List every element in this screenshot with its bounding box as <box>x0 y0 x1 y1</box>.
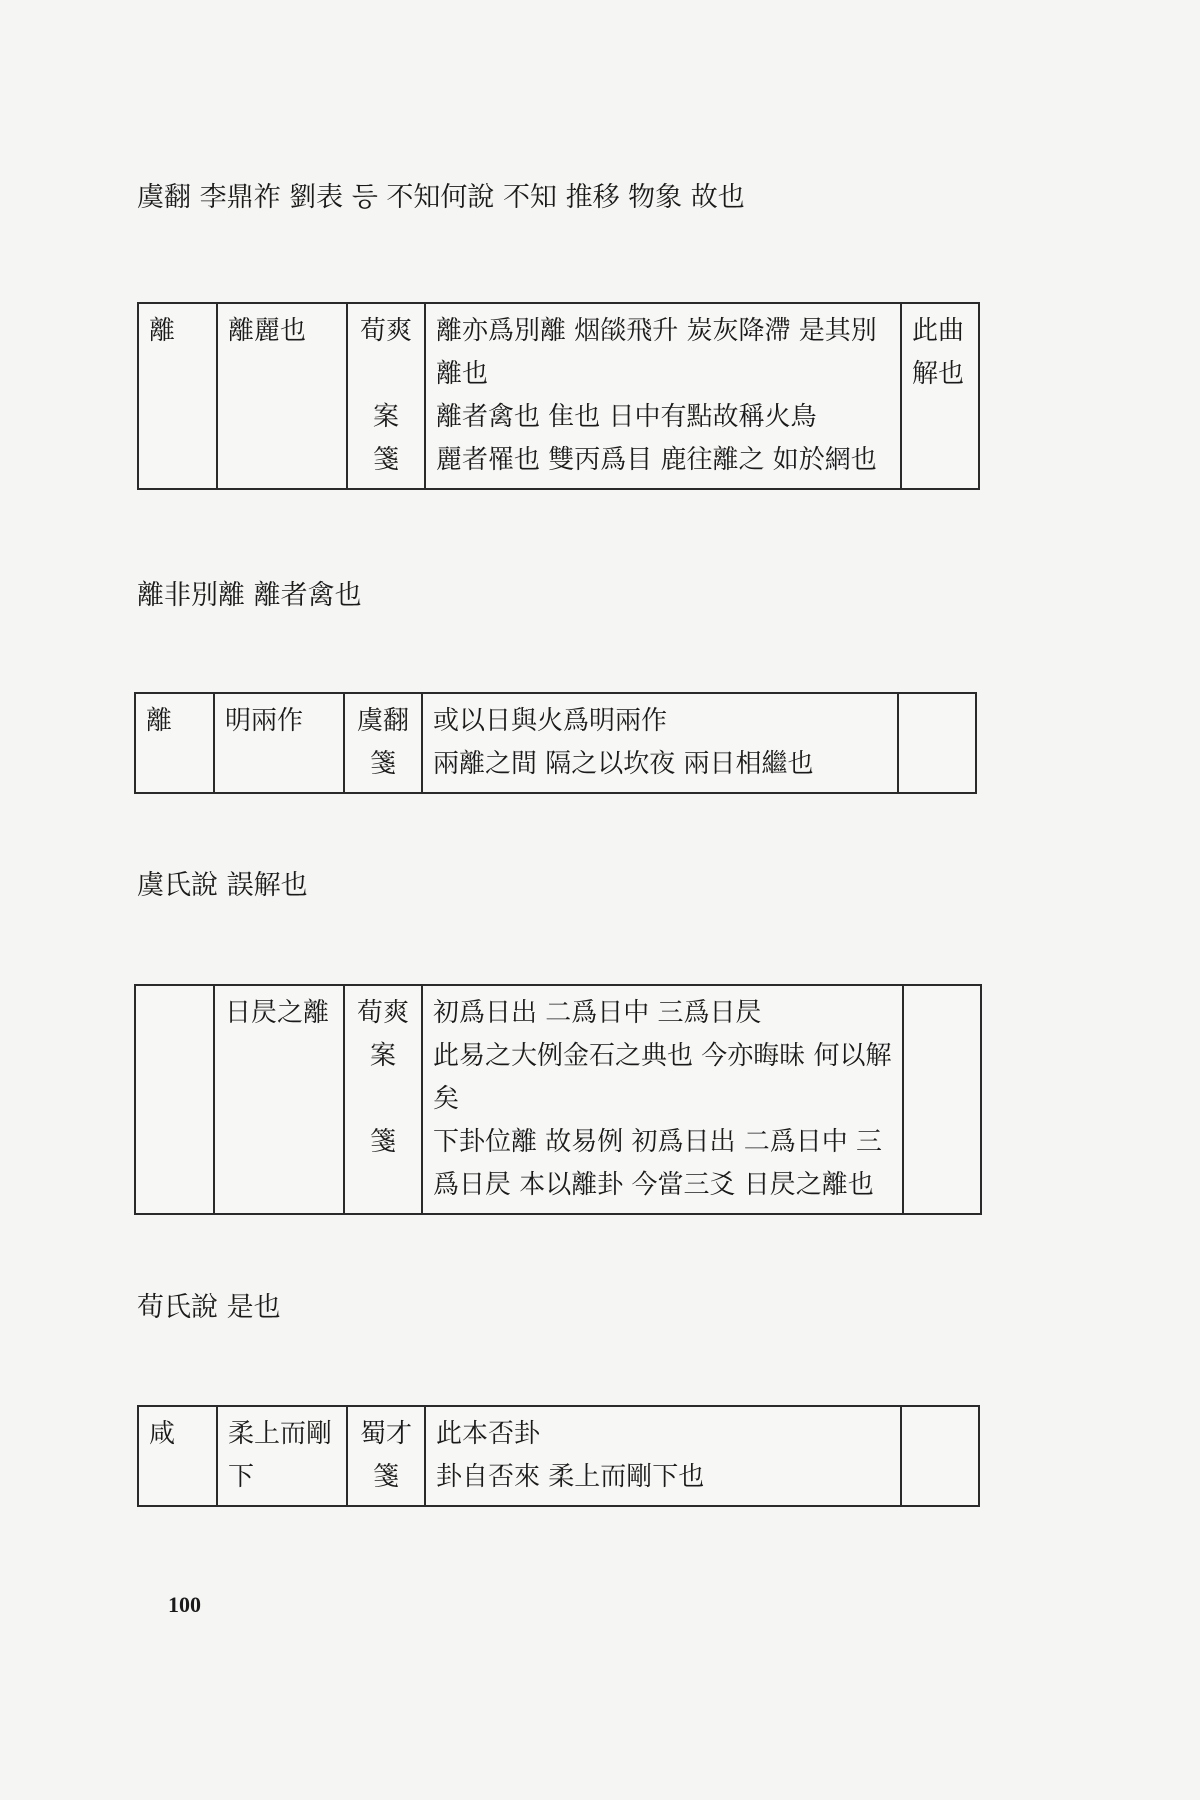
paragraph-2: 離非別離 離者禽也 <box>137 580 362 611</box>
commentary-line: 麗者罹也 雙丙爲目 鹿往離之 如於網也 <box>436 445 877 475</box>
gloss-table-2 <box>134 692 977 794</box>
note-cell <box>898 693 976 793</box>
table-row <box>135 985 981 1214</box>
table-row <box>135 693 976 793</box>
source-line: 荀爽 <box>356 998 409 1028</box>
commentary-cell <box>425 1406 901 1506</box>
gloss-cell <box>217 1406 347 1506</box>
commentary-line: 爲日昃 本以離卦 今當三爻 日昃之離也 <box>433 1170 874 1200</box>
gloss-line: 明兩作 <box>225 706 304 736</box>
gloss-table-1 <box>137 302 980 490</box>
note-cell <box>901 303 979 489</box>
headword-cell <box>135 985 214 1214</box>
source-line: 蜀才 <box>359 1419 412 1449</box>
note-cell <box>903 985 981 1214</box>
commentary-line: 初爲日出 二爲日中 三爲日昃 <box>433 998 762 1028</box>
note-line: 此曲 <box>912 316 965 346</box>
gloss-line: 離麗也 <box>228 316 307 346</box>
commentary-line: 或以日與火爲明兩作 <box>433 706 668 736</box>
source-cell <box>347 1406 425 1506</box>
note-line: 解也 <box>912 359 965 389</box>
commentary-line: 離者禽也 隹也 日中有點故稱火鳥 <box>436 402 817 432</box>
commentary-cell <box>425 303 901 489</box>
source-line: 箋 <box>369 1127 396 1157</box>
commentary-line: 兩離之間 隔之以坎夜 兩日相繼也 <box>433 749 814 779</box>
source-line: 箋 <box>369 749 396 779</box>
headword-cell: 離 <box>138 303 217 489</box>
source-line: 荀爽 <box>359 316 412 346</box>
commentary-line: 此本否卦 <box>436 1419 541 1449</box>
gloss-cell <box>214 693 344 793</box>
paragraph-4: 荀氏說 是也 <box>137 1292 281 1323</box>
table-row <box>138 303 979 489</box>
commentary-line: 下卦位離 故易例 初爲日出 二爲日中 三 <box>433 1127 883 1157</box>
paragraph-1: 虞翻 李鼎祚 劉表 등 不知何說 不知 推移 物象 故也 <box>137 182 745 213</box>
commentary-line: 此易之大例金石之典也 今亦晦昧 何以解 <box>433 1041 892 1071</box>
gloss-line: 下 <box>228 1462 255 1492</box>
source-line <box>355 1164 411 1207</box>
gloss-cell <box>214 985 344 1214</box>
headword-cell: 咸 <box>138 1406 217 1506</box>
commentary-line: 卦自否來 柔上而剛下也 <box>436 1462 705 1492</box>
source-line: 案 <box>369 1041 396 1071</box>
commentary-line: 矣 <box>433 1084 460 1114</box>
commentary-line: 離也 <box>436 359 489 389</box>
source-cell <box>347 303 425 489</box>
source-cell <box>344 693 422 793</box>
headword-cell: 離 <box>135 693 214 793</box>
gloss-cell <box>217 303 347 489</box>
table-row <box>138 1406 979 1506</box>
commentary-cell <box>422 693 898 793</box>
source-line: 箋 <box>372 445 399 475</box>
source-line <box>355 1078 411 1121</box>
gloss-table-4 <box>137 1405 980 1507</box>
source-line: 箋 <box>372 1462 399 1492</box>
note-cell <box>901 1406 979 1506</box>
page-number: 100 <box>168 1592 201 1617</box>
source-cell <box>344 985 422 1214</box>
gloss-line: 柔上而剛 <box>228 1419 333 1449</box>
commentary-cell <box>422 985 903 1214</box>
source-line <box>358 353 414 396</box>
source-line: 虞翻 <box>356 706 409 736</box>
gloss-line: 日昃之離 <box>225 998 330 1028</box>
commentary-line: 離亦爲別離 烟燄飛升 炭灰降滯 是其別 <box>436 316 877 346</box>
paragraph-3: 虞氏說 誤解也 <box>137 870 308 901</box>
source-line: 案 <box>372 402 399 432</box>
gloss-table-3 <box>134 984 982 1215</box>
